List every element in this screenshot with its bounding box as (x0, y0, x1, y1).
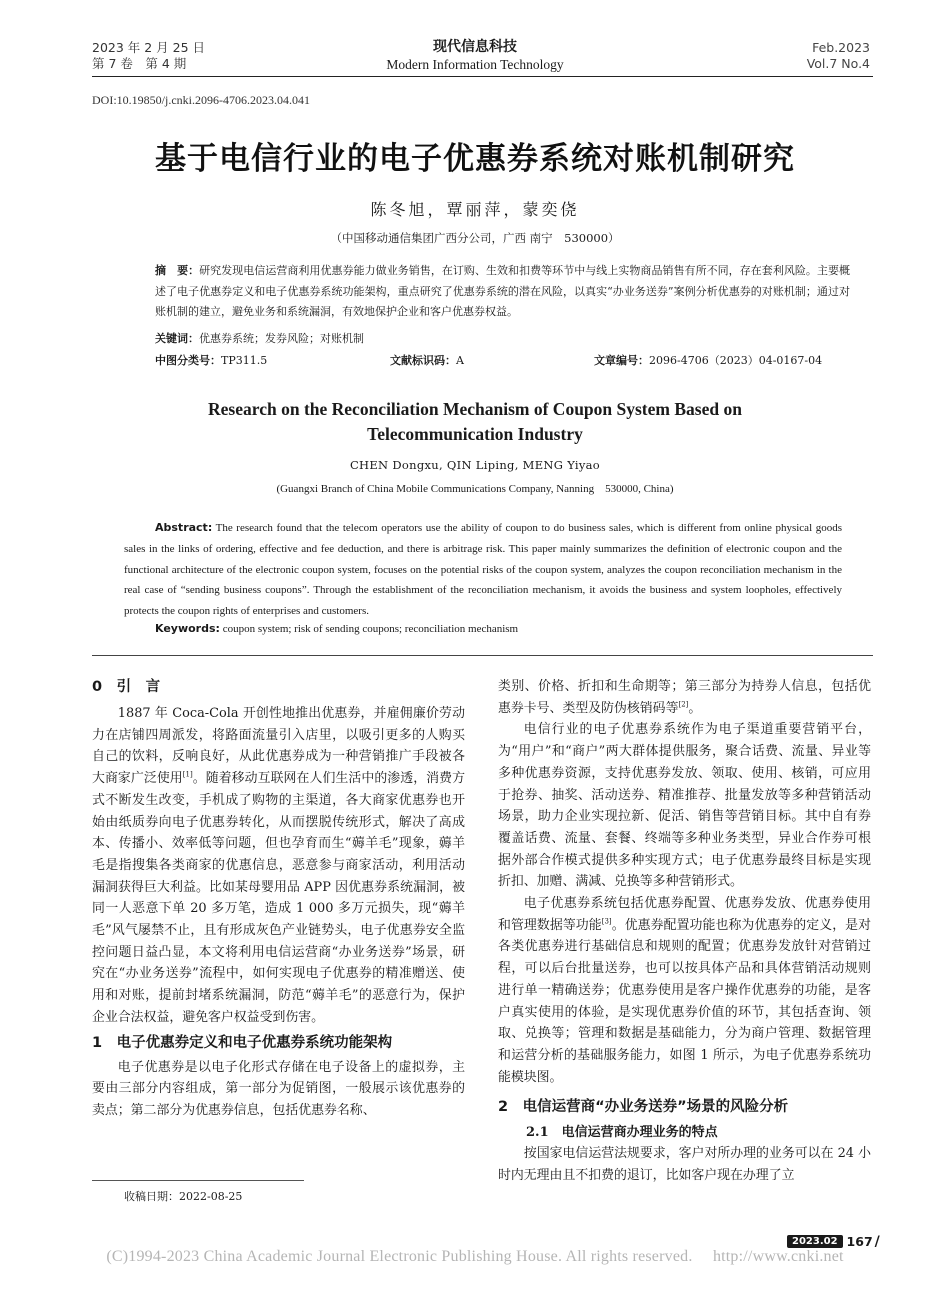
keywords-en-label: Keywords: (155, 622, 220, 635)
abstract-cn-label: 摘 要： (155, 264, 200, 277)
right-column (498, 676, 871, 1187)
authors-en: CHEN Dongxu, QIN Liping, MENG Yiyao (349, 458, 601, 472)
page-number: 167 (846, 1234, 873, 1249)
clc-label: 中图分类号： (155, 354, 221, 367)
received-date: 收稿日期：2022-08-25 (124, 1190, 243, 1203)
intro-paragraph (92, 703, 465, 1029)
keywords-cn-text: 优惠券系统；发券风险；对账机制 (199, 332, 364, 345)
abstract-cn-text: 研究发现电信运营商利用优惠券能力做业务销售，在订购、生效和扣费等环节中与线上实物商品销售有所不同，存在套利风险。主要概述了电子优惠券定义和电子优惠券系统功能架构，重点研究了优惠券系统的潜在风险，以真实“办业务送券”案例分析优惠券的对账机制；通过对账机制的建立，避免业务和系统漏洞，有效地保护企业和客户优惠券权益。 (155, 264, 851, 319)
header-issue-en: Vol.7 No.4 (806, 56, 870, 71)
intro-text-b: 。随着移动互联网在人们生活中的渗透，消费方式不断发生改变，手机成了购物的主渠道，各大商家优惠券也开始由纸质券向电子优惠券转化，从而摆脱传统形式，解决了高成本、传播小、效率低等问题，但也孕育而生“薅羊毛”现象，薅羊毛是指搜集各类商家的优惠信息，恶意参与商家活动，利用活动漏洞获得巨大利益。比如某母婴用品 APP 因优惠券系统漏洞，被同一人恶意下单 20 多万笔，造成 1 000 多万元损失，现“薅羊毛”风气屡禁不止，且有形成灰色产业链势头，电子优惠券安全监控问题日益凸显，本文将利用电信运营商“办业务送券”场景，研究在“办业务送券”流程中，如何实现电子优惠券的精准赠送、使用和对账，提前封堵系统漏洞，防范“薅羊毛”的恶意行为，保护企业合法权益，避免客户权益受到伤害。 (92, 771, 466, 1025)
clc-value: TP311.5 (221, 354, 268, 367)
sec1-text: 电子优惠券是以电子化形式存储在电子设备上的虚拟券，主要由三部分内容组成，第一部分为促销图，一般展示该优惠券的卖点；第二部分为优惠券信息，包括优惠券名称、 (92, 1059, 465, 1118)
intro-text-a: 1887 年 Coca-Cola 开创性地推出优惠券，并雇佣廉价劳动力在店铺四周派发，将路面流量引入店里，以吸引更多的人购买自己的饮料，反响良好，从此优惠券成为一种营销推广手段被各大商家广泛使用 (92, 706, 465, 787)
doi: DOI:10.19850/j.cnki.2096-4706.2023.04.041 (92, 93, 310, 107)
ref-2: [2] (678, 700, 689, 709)
left-column (92, 676, 465, 1122)
article-number (594, 352, 822, 368)
copyright-watermark: (C)1994-2023 China Academic Journal Electronic Publishing House. All rights reserved. http://www.cnki.net (106, 1248, 844, 1265)
abstract-cn (155, 261, 850, 323)
page-badge: 2023.02 (787, 1235, 843, 1248)
keywords-cn-label: 关键词： (155, 332, 199, 345)
sec1-paragraph (92, 1057, 465, 1122)
clc-number (155, 352, 267, 368)
header-issue-cn: 第 7 卷 第 4 期 (92, 56, 187, 71)
title-en-line1: Research on the Reconciliation Mechanism of Coupon System Based on (208, 399, 742, 419)
doc-label: 文献标识码： (390, 354, 456, 367)
coupon-system-paragraph (498, 893, 871, 1088)
coupon-system-text-a: 电子优惠券系统包括优惠券配置、优惠券发放、优惠券使用和管理数据等功能 (498, 896, 871, 933)
abstract-en (124, 518, 842, 622)
sec2-paragraph (498, 1143, 871, 1186)
paper-title: 基于电信行业的电子优惠券系统对账机制研究 (155, 141, 795, 177)
section-1-heading: 1 电子优惠券定义和电子优惠券系统功能架构 (92, 1034, 393, 1051)
doc-value: A (456, 354, 464, 367)
header-journal (300, 38, 650, 74)
art-value: 2096-4706（2023）04-0167-04 (649, 354, 823, 367)
journal-name-en: Modern Information Technology (386, 57, 564, 72)
doc-code (390, 352, 464, 368)
section-2-heading: 2 电信运营商“办业务送券”场景的风险分析 (498, 1099, 789, 1116)
ref-2-inline: 类别、价格、折扣和生命期等；第三部分为持券人信息，包括优惠券卡号、类型及防伪核销码等 (498, 679, 871, 716)
ref-1: [1] (182, 770, 193, 779)
header-date-en: Feb.2023 (812, 40, 870, 55)
section-0-heading: 0 引 言 (92, 679, 161, 695)
affiliation-en: (Guangxi Branch of China Mobile Communications Company, Nanning 530000, China) (276, 483, 674, 495)
header-date-cn: 2023 年 2 月 25 日 (92, 40, 206, 55)
coupon-system-text-b: 。优惠券配置功能也称为优惠券的定义，是对各类优惠券进行基础信息和规则的配置；优惠券发放针对营销过程，可以后台批量送券，也可以按具体产品和具体营销活动规则进行单一精确送券；优惠券使用是客户操作优惠券的功能，是客户真实使用的体验，是实现优惠券价值的环节，其包括查询、领取、兑换等；管理和数据是基础能力，分为商户管理、数据管理和运营分析的基础服务能力，如图 1 所示，为电子优惠券系统功能模块图。 (498, 917, 872, 1085)
title-en-line2: Telecommunication Industry (367, 424, 583, 444)
section-divider (92, 655, 873, 656)
keywords-en (155, 622, 518, 635)
slash-mark: / (874, 1233, 880, 1250)
subsection-2-1-heading: 2.1 电信运营商办理业务的特点 (526, 1125, 718, 1141)
header-left (92, 40, 205, 72)
ref-3: [3] (601, 917, 612, 926)
abstract-en-text: The research found that the telecom operators use the ability of coupon to do business sales, which is different from online physical goods sales in the links of ordering, effective and fee deduction, and there is arbitrage risk. This paper mainly summarizes the definition of electronic coupon and the functional architecture of the electronic coupon system, focuses on the potential risks of the coupon system, analyzes the coupon reconciliation mechanism in the real case of “sending business coupons”. Through the establishment of the reconciliation mechanism, it avoids the business and system loopholes, effectively protects the coupon rights of enterprises and customers. (124, 522, 842, 618)
abstract-en-label: Abstract: (155, 521, 213, 534)
journal-name-cn: 现代信息科技 (433, 39, 517, 55)
sec2-text: 按国家电信运营法规要求，客户对所办理的业务可以在 24 小时内无理由且不扣费的退订，比如客户现在办理了立 (498, 1146, 871, 1184)
title-en (0, 397, 950, 447)
sec1-paragraph-cont: 类别、价格、折扣和生命期等；第三部分为持券人信息，包括优惠券卡号、类型及防伪核销码等[2]。 (498, 679, 871, 716)
authors: 陈冬旭，覃丽萍，蒙奕侥 (370, 200, 580, 219)
telecom-coupon-text: 电信行业的电子优惠券系统作为电子渠道重要营销平台，为“用户”和“商户”两大群体提供服务，聚合话费、流量、异业等多种优惠券资源，支持优惠券发放、领取、使用、核销，可应用于抢券、抽奖、活动送券、精准推荐、批量发放等多种营销活动场景，助力企业实现拉新、促活、销售等营销目标。其中自有券覆盖话费、流量、套餐、终端等多种业务类型，异业合作券可根据外部合作模式提供多种实现方式；电子优惠券最终目标是实现折扣、加赠、满减、兑换等多种营销形式。 (498, 722, 871, 890)
affiliation: （中国移动通信集团广西分公司，广西 南宁 530000） (330, 231, 620, 245)
art-label: 文章编号： (594, 354, 649, 367)
keywords-cn (155, 330, 364, 346)
keywords-en-text: coupon system; risk of sending coupons; reconciliation mechanism (219, 623, 519, 635)
telecom-coupon-paragraph (498, 719, 871, 893)
footnote-divider (92, 1180, 304, 1181)
header-divider (92, 76, 873, 77)
header-right (807, 40, 870, 72)
